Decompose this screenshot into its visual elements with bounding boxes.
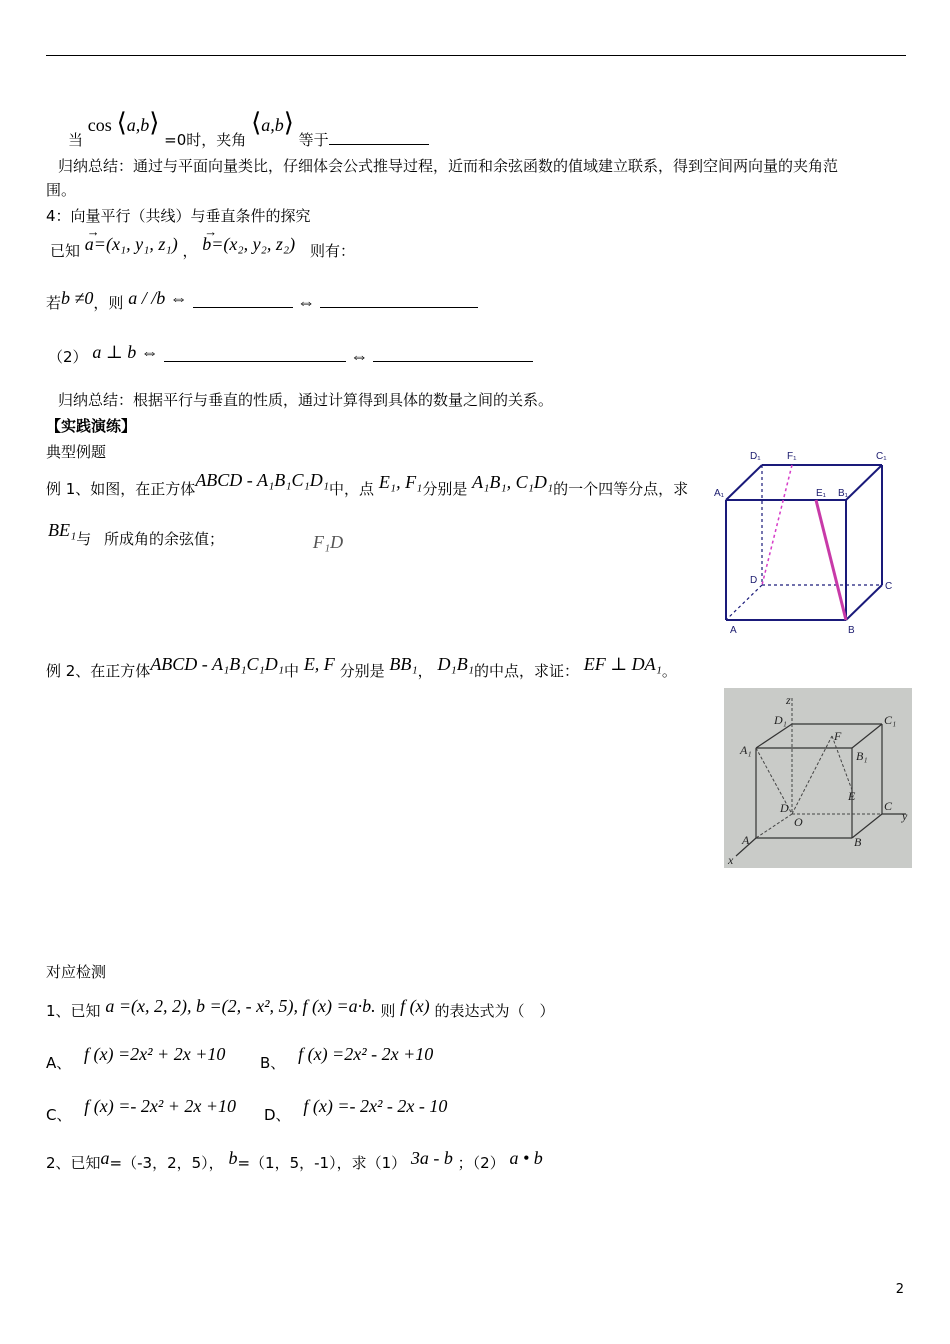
item-number-2: （2） [48, 348, 88, 366]
label2-a: A [742, 833, 750, 847]
axis-y: y [902, 809, 908, 823]
ex2-bb1: BB₁ [389, 654, 418, 674]
answer-blank-parallel-2[interactable] [320, 293, 478, 308]
option-b[interactable] [260, 1044, 434, 1072]
label-a1: A₁ [714, 488, 725, 499]
summary-1-line-1: 归纳总结：通过与平面向量类比，仔细体会公式推导过程，近而和余弦函数的值域建立联系，得到空间两向量的夹角范 [58, 157, 839, 175]
cos-symbol: cos [87, 115, 112, 135]
vector-a: a [84, 234, 94, 254]
text-when: 当 [68, 131, 84, 149]
option-c[interactable] [46, 1096, 237, 1124]
axis-x: x [728, 853, 734, 867]
label2-c: C [884, 799, 893, 813]
option-b-expr: f (x) =2x² - 2x +10 [298, 1044, 434, 1064]
vector-a-coords: =(x₁, y₁, z₁) [93, 234, 178, 254]
option-d-label: D、 [264, 1106, 291, 1124]
cube-figure-1 [714, 446, 900, 638]
answer-blank-perp-2[interactable] [373, 347, 533, 362]
option-c-label: C、 [46, 1106, 72, 1124]
examples-title: 典型例题 [46, 443, 107, 461]
question-2-line [46, 1148, 543, 1173]
header-rule [46, 55, 906, 56]
option-c-expr: f (x) =- 2x² + 2x +10 [84, 1096, 237, 1116]
ex2-claim: EF ⊥ DA₁ [583, 654, 662, 674]
angle-ab-2: a,b [261, 115, 284, 135]
angle-ab: a,b [126, 115, 150, 135]
option-d-expr: f (x) =- 2x² - 2x - 10 [303, 1096, 448, 1116]
b-nonzero: b ≠0 [61, 288, 94, 308]
comma: ， [182, 242, 198, 260]
q2-expr-2: a • b [509, 1148, 543, 1168]
label2-b1: B₁ [856, 749, 868, 763]
label2-e: E [848, 789, 856, 803]
label2-f: F [834, 729, 842, 743]
label2-b: B [854, 835, 862, 849]
summary-1-line-2: 围。 [46, 181, 77, 199]
question-1-line [46, 996, 555, 1021]
ex2-points: E, F [303, 654, 335, 674]
answer-blank-parallel-1[interactable] [193, 293, 293, 308]
q2-vec-b: b [228, 1148, 238, 1168]
q2-expr-1: 3a - b [410, 1148, 453, 1168]
line-f1d [762, 465, 792, 585]
cube-figure-2 [724, 688, 912, 868]
option-a[interactable] [46, 1044, 226, 1072]
page-number: 2 [895, 1282, 904, 1297]
label2-a1: A₁ [740, 743, 752, 757]
practice-title: 【实践演练】 [46, 417, 137, 435]
q2-vec-a: a [100, 1148, 110, 1168]
q2-intro: 2、已知 [46, 1154, 101, 1172]
ex2-d1b1: D₁B₁ [437, 654, 474, 674]
cos-condition-line: 当 cos ⟨a,b⟩ =0时，夹角 ⟨a,b⟩ 等于 [68, 113, 429, 136]
text-given: 已知 [50, 242, 81, 260]
ex2-cube: ABCD - A₁B₁C₁D₁ [150, 654, 285, 674]
q1-fx: f (x) [400, 996, 430, 1016]
ex2-text-are: 分别是 [339, 662, 385, 680]
label-e1: E₁ [816, 488, 827, 499]
ex1-text-cosine: 所成角的余弦值； [104, 530, 225, 548]
check-title: 对应检测 [46, 963, 107, 981]
given-vectors-line: 已知 → a=(x₁, y₁, z₁) ， → b=(x₂, y₂, z₂) 则有： [50, 224, 355, 260]
section-4-title: 4：向量平行（共线）与垂直条件的探究 [46, 207, 311, 225]
label-d1: D₁ [750, 451, 761, 462]
label2-o: O [794, 815, 803, 829]
option-a-expr: f (x) =2x² + 2x +10 [84, 1044, 226, 1064]
label-b: B [848, 625, 855, 636]
iff-symbol-2: ⇔ [350, 346, 369, 366]
ex2-end: 。 [661, 662, 677, 680]
text-then: 则有： [309, 242, 355, 260]
label-d: D [750, 575, 758, 586]
ex1-text-with: 与 [76, 530, 92, 548]
option-b-label: B、 [260, 1054, 286, 1072]
example-1-line-1 [46, 470, 689, 499]
label-c1: C₁ [876, 451, 887, 462]
ex2-text-prove: 的中点，求证： [473, 662, 579, 680]
parallel-relation: a / /b ⇔ [128, 288, 188, 308]
option-d[interactable] [264, 1096, 448, 1124]
ex1-f1d: F₁D [312, 532, 344, 552]
summary-2: 归纳总结：根据平行与垂直的性质，通过计算得到具体的数量之间的关系。 [58, 391, 554, 409]
ex1-text-quarter: 的一个四等分点，求 [553, 480, 689, 498]
ex1-intro: 例 1、如图，在正方体 [46, 480, 196, 498]
ex1-cube: ABCD - A₁B₁C₁D₁ [195, 470, 330, 490]
answer-blank-angle[interactable] [329, 130, 429, 145]
label-a: A [730, 625, 737, 636]
option-a-label: A、 [46, 1054, 72, 1072]
text-then-2: ，则 [93, 294, 124, 312]
axis-z: z [786, 693, 791, 707]
text-if: 若 [46, 294, 62, 312]
ex1-points: E₁, F₁ [378, 472, 423, 492]
vector-b: b [202, 234, 212, 254]
label-c: C [885, 581, 893, 592]
vector-b-coords: =(x₂, y₂, z₂) [211, 234, 296, 254]
ex1-text-point: 中，点 [329, 480, 375, 498]
q1-intro: 1、已知 [46, 1002, 101, 1020]
ex2-text-in: 中 [284, 662, 300, 680]
q1-expression: a =(x, 2, 2), b =(2, - x², 5), f (x) =a·b. [105, 996, 376, 1016]
text-eq-zero: =0时，夹角 [164, 131, 247, 149]
q1-text-expression: 的表达式为（ ） [434, 1002, 555, 1020]
ex1-text-are: 分别是 [422, 480, 468, 498]
answer-blank-perp-1[interactable] [164, 347, 346, 362]
ex2-intro: 例 2、在正方体 [46, 662, 151, 680]
label-b1: B₁ [838, 488, 849, 499]
example-2-line [46, 654, 677, 681]
iff-symbol: ⇔ [297, 292, 316, 312]
perp-condition-line [48, 342, 533, 367]
example-1-line-2 [48, 520, 344, 552]
label2-d1: D₁ [774, 713, 787, 727]
perp-relation: a ⊥ b ⇔ [92, 342, 159, 362]
ex2-comma: ， [417, 662, 433, 680]
label-f1: F₁ [787, 451, 797, 462]
ex1-be1: BE₁ [48, 520, 77, 540]
label2-d: D [780, 801, 789, 815]
ex1-edges: A₁B₁, C₁D₁ [472, 472, 554, 492]
line-be1 [816, 500, 846, 620]
text-equals: 等于 [298, 131, 329, 149]
parallel-condition-line [46, 288, 478, 313]
q2-text-2: ；（2） [457, 1154, 505, 1172]
q2-a-value: =（-3，2，5）， [109, 1154, 224, 1172]
q1-text-then: 则 [380, 1002, 396, 1020]
q2-b-value: =（1，5，-1），求（1） [237, 1154, 407, 1172]
label2-c1: C₁ [884, 713, 897, 727]
